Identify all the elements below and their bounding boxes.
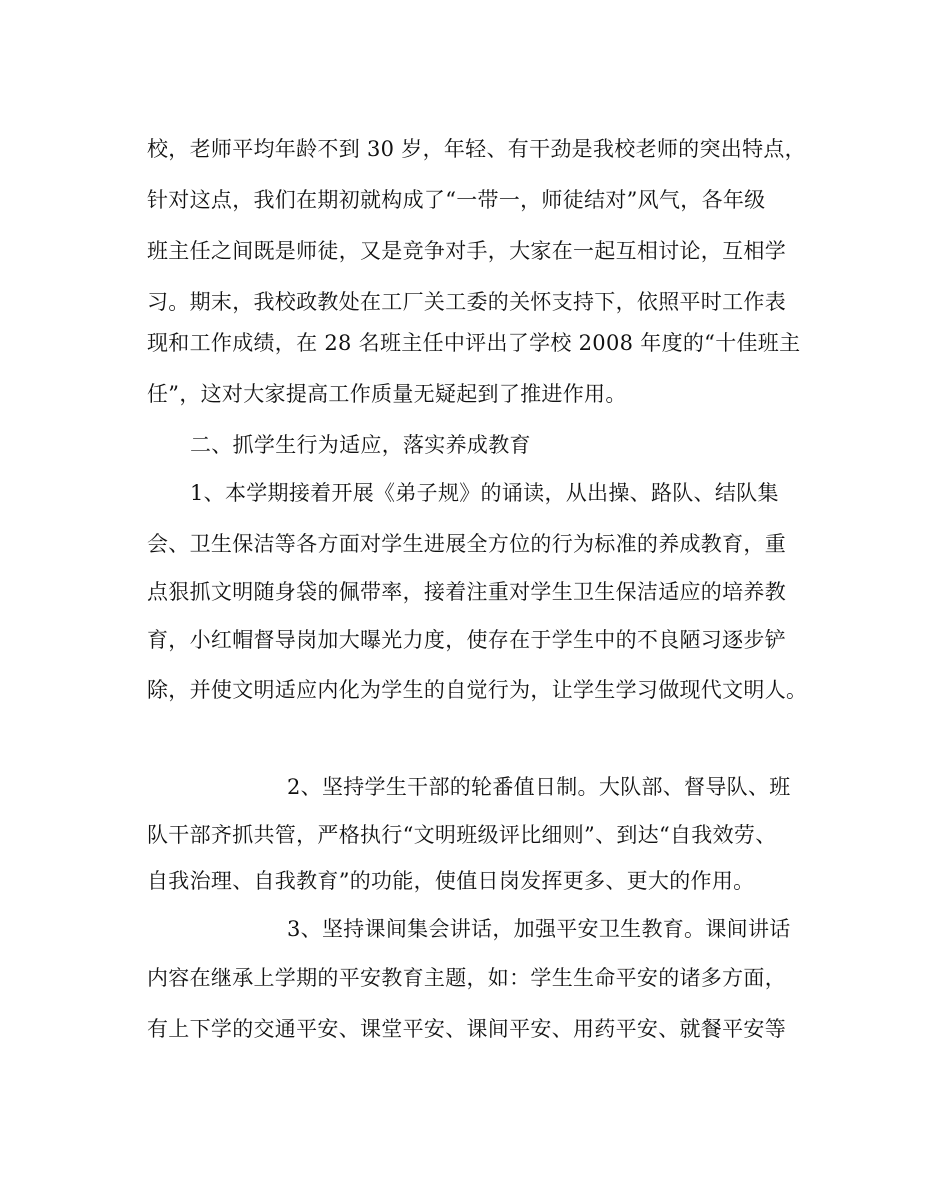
body-text-line: 任”，这对大家提高工作质量无疑起到了推进作用。: [147, 382, 627, 406]
body-text-line: 内容在继承上学期的平安教育主题，如：学生生命平安的诸多方面，: [147, 966, 786, 990]
section-heading: 二、抓学生行为适应，落实养成教育: [190, 433, 531, 457]
body-text-line: 会、卫生保洁等各方面对学生进展全方位的行为标准的养成教育，重: [147, 532, 786, 556]
paragraph-first-line: 3、坚持课间集会讲话，加强平安卫生教育。课间讲话: [287, 917, 791, 941]
body-text-line: 现和工作成绩，在 28 名班主任中评出了学校 2008 年度的“十佳班主: [147, 331, 801, 355]
body-text-line: 自我治理、自我教育”的功能，使值日岗发挥更多、更大的作用。: [147, 869, 755, 893]
body-text-line: 习。期末，我校政教处在工厂关工委的关怀支持下，依照平时工作表: [147, 290, 786, 314]
paragraph-first-line: 1、本学期接着开展《弟子规》的诵读，从出操、路队、结队集: [190, 481, 779, 505]
body-text-line: 队干部齐抓共管，严格执行“文明班级评比细则”、到达“自我效劳、: [147, 823, 777, 847]
body-text-line: 除，并使文明适应内化为学生的自觉行为，让学生学习做现代文明人。: [147, 678, 808, 702]
body-text-line: 校，老师平均年龄不到 30 岁，年轻、有干劲是我校老师的突出特点，: [147, 137, 806, 161]
body-text-line: 班主任之间既是师徒，又是竞争对手，大家在一起互相讨论，互相学: [147, 239, 786, 263]
body-text-line: 育，小红帽督导岗加大曝光力度，使存在于学生中的不良陋习逐步铲: [147, 628, 786, 652]
body-text-line: 有上下学的交通平安、课堂平安、课间平安、用药平安、就餐平安等: [147, 1017, 786, 1041]
body-text-line: 针对这点，我们在期初就构成了“一带一，师徒结对”风气，各年级: [147, 188, 766, 212]
body-text-line: 点狠抓文明随身袋的佩带率，接着注重对学生卫生保洁适应的培养教: [147, 580, 786, 604]
paragraph-first-line: 2、坚持学生干部的轮番值日制。大队部、督导队、班: [287, 775, 791, 799]
